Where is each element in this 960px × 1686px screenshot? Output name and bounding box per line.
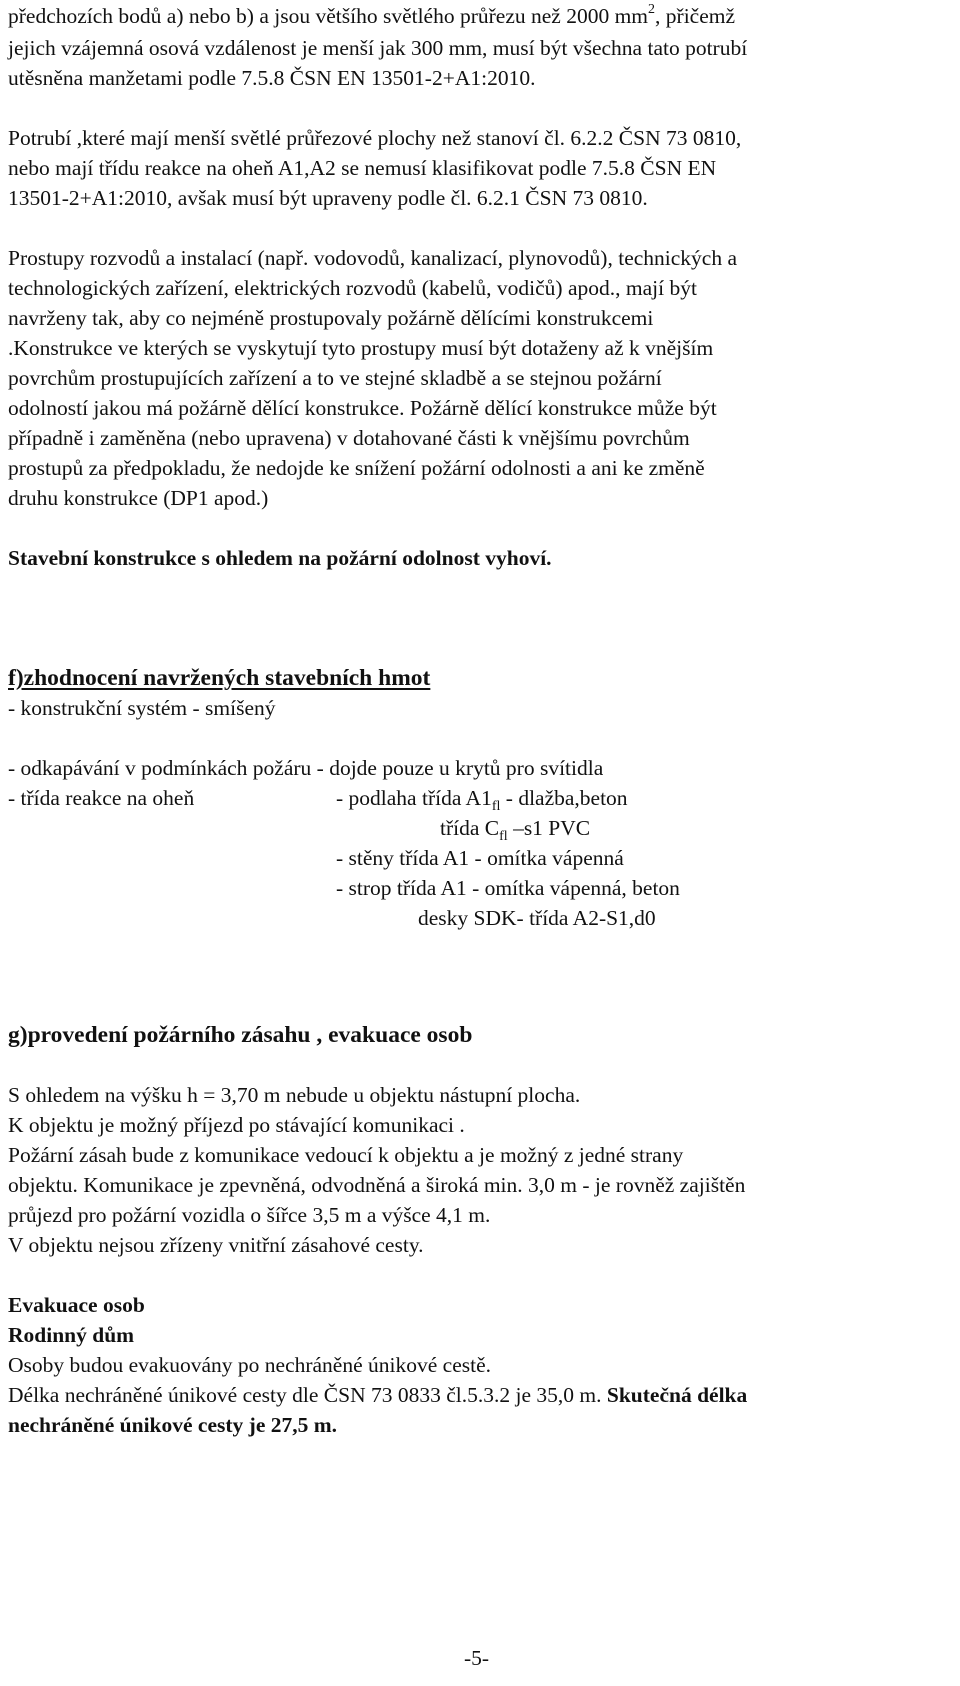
floor-class: - podlaha třída $A1_{fl}$ - dlažba,beton: [336, 786, 628, 814]
paragraph-line: prostupů za předpokladu, že nedojde ke snížení požární odolnosti a ani ke změně: [8, 456, 705, 480]
paragraph-line: druhu konstrukce (DP1 apod.): [8, 486, 269, 510]
paragraph-line: utěsněna manžetami podle 7.5.8 ČSN EN 13501-2+A1:2010.: [8, 66, 536, 90]
paragraph-line: 13501-2+A1:2010, avšak musí být upraveny podle čl. 6.2.1 ČSN 73 0810.: [8, 186, 648, 210]
paragraph-line: technologických zařízení, elektrických rozvodů (kabelů, vodičů) apod., mají být: [8, 276, 697, 300]
paragraph-line: Prostupy rozvodů a instalací (např. vodovodů, kanalizací, plynovodů), technických a: [8, 246, 738, 270]
reaction-label: - třída reakce na oheň: [8, 786, 195, 810]
paragraph-line: Požární zásah bude z komunikace vedoucí k objektu a je možný z jedné strany: [8, 1143, 684, 1167]
paragraph-line: - odkapávání v podmínkách požáru - dojde pouze u krytů pro svítidla: [8, 756, 604, 780]
superscript: 2: [648, 2, 656, 17]
paragraph-line: předchozích bodů a) nebo b) a jsou většího světlého průřezu než 2000 $mm^2$, přičemž: [8, 2, 736, 28]
verdict-statement: Stavební konstrukce s ohledem na požární odolnost vyhoví.: [8, 546, 552, 570]
paragraph-line: .Konstrukce ve kterých se vyskytují tyto prostupy musí být dotaženy až k vnějším: [8, 336, 714, 360]
paragraph-line: - konstrukční systém - smíšený: [8, 696, 276, 720]
paragraph-line: nebo mají třídu reakce na oheň A1,A2 se nemusí klasifikovat podle 7.5.8 ČSN EN: [8, 156, 717, 180]
ceiling-class: - strop třída A1 - omítka vápenná, beton: [336, 876, 680, 900]
page-number: -5-: [464, 1646, 490, 1670]
paragraph-line: Osoby budou evakuovány po nechráněné únikové cestě.: [8, 1353, 492, 1377]
paragraph-line: průjezd pro požární vozidla o šířce 3,5 m a výšce 4,1 m.: [8, 1203, 491, 1227]
walls-class: - stěny třída A1 - omítka vápenná: [336, 846, 624, 870]
paragraph-line: Potrubí ,které mají menší světlé průřezové plochy než stanoví čl. 6.2.2 ČSN 73 0810,: [8, 126, 742, 150]
paragraph-line: V objektu nejsou zřízeny vnitřní zásahové cesty.: [8, 1233, 424, 1257]
paragraph-line: K objektu je možný příjezd po stávající komunikaci .: [8, 1113, 465, 1137]
ceiling-class-sdk: desky SDK- třída A2-S1,d0: [418, 906, 656, 930]
evacuation-subheading: Rodinný dům: [8, 1323, 135, 1347]
paragraph-line: jejich vzájemná osová vzdálenost je menší jak 300 mm, musí být všechna tato potrubí: [8, 36, 748, 60]
paragraph-line: nechráněné únikové cesty je 27,5 m.: [8, 1413, 338, 1437]
paragraph-line: navrženy tak, aby co nejméně prostupovaly požárně dělícími konstrukcemi: [8, 306, 654, 330]
emphasis: Skutečná délka: [606, 1383, 748, 1407]
paragraph-line: případně i zaměněna (nebo upravena) v dotahované části k vnějšímu povrchům: [8, 426, 690, 450]
section-f-heading: f)zhodnocení navržených stavebních hmot: [8, 665, 431, 691]
floor-class-pvc: třída $C_{fl}$ –s1 PVC: [440, 816, 591, 844]
paragraph-line: povrchům prostupujících zařízení a to ve stejné skladbě a se stejnou požární: [8, 366, 662, 390]
section-g-heading: g)provedení požárního zásahu , evakuace osob: [8, 1022, 473, 1048]
paragraph-line: S ohledem na výšku h = 3,70 m nebude u objektu nástupní plocha.: [8, 1083, 581, 1107]
paragraph-line: odolností jakou má požárně dělící konstrukce. Požárně dělící konstrukce může být: [8, 396, 717, 420]
paragraph-line: Délka nechráněné únikové cesty dle ČSN 73 0833 čl.5.3.2 je 35,0 m. Skutečná délka: [8, 1383, 748, 1407]
paragraph-line: objektu. Komunikace je zpevněná, odvodněná a široká min. 3,0 m - je rovněž zajištěn: [8, 1173, 746, 1197]
evacuation-heading: Evakuace osob: [8, 1293, 145, 1317]
